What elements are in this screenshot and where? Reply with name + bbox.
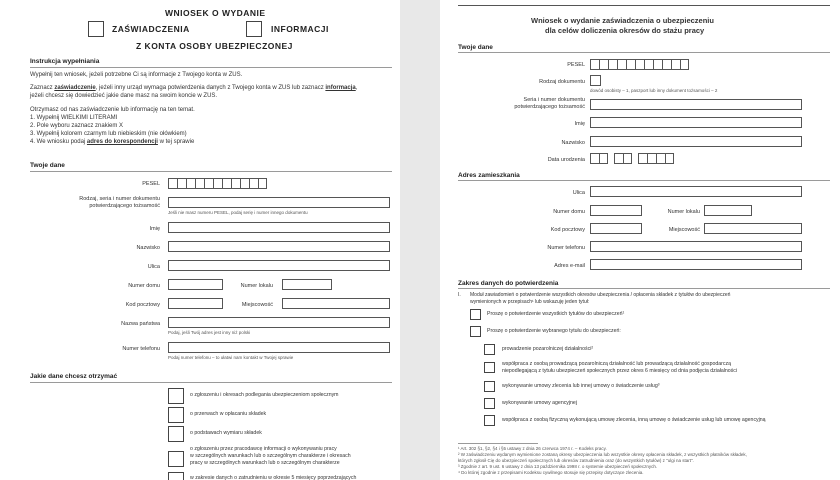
phone-input[interactable] <box>590 241 802 252</box>
option-contribution-breaks: o przerwach w opłacaniu składek <box>190 411 267 417</box>
option-agency-contract: wykonywanie umowy agencyjnej <box>502 400 577 406</box>
email-label: Adres e-mail <box>554 263 585 269</box>
street-input[interactable] <box>168 260 390 271</box>
checkbox-certificate[interactable] <box>88 21 104 37</box>
form-title-line1: WNIOSEK O WYDANIE <box>165 8 266 18</box>
doc-series-label: potwierdzającego tożsamość <box>514 104 585 110</box>
instructions-text: Otrzymasz od nas zaświadczenie lub informację na ten temat. <box>30 107 195 113</box>
house-number-label: Numer domu <box>553 209 585 215</box>
phone-note: Podaj numer telefonu – to ułatwi nam kontakt w Twojej sprawie <box>168 355 294 360</box>
checkbox-cooperation-contractor[interactable] <box>484 415 495 426</box>
last-name-label: Nazwisko <box>561 140 585 146</box>
footnote: ¹ Art. 302 §1, §2, §4 i §5 ustawy z dnia 26 czerwca 1974 r. – Kodeks pracy. <box>458 446 607 451</box>
form-title-line3: Z KONTA OSOBY UBEZPIECZONEJ <box>136 41 293 51</box>
checkbox-information[interactable] <box>246 21 262 37</box>
form-title-line2: dla celów doliczenia okresów do stażu pracy <box>545 26 705 35</box>
option-selected-title: Proszę o potwierdzenie wybranego tytułu do ubezpieczeń: <box>487 328 621 334</box>
birth-date-label: Data urodzenia <box>547 157 585 163</box>
pesel-input[interactable] <box>590 59 689 70</box>
city-label: Miejscowość <box>668 227 700 233</box>
pesel-label: PESEL <box>142 181 160 187</box>
first-name-input[interactable] <box>590 117 802 128</box>
footnote: ³ Zgodnie z art. 9 ust. 6 ustawy z dnia 13 października 1998 r. o systemie ubezpieczeń społecznych. <box>458 464 658 469</box>
city-input[interactable] <box>704 223 802 234</box>
your-data-heading: Twoje dane <box>30 162 65 169</box>
birth-date-year-input[interactable] <box>638 153 674 164</box>
option-employment-data: w zakresie danych o zatrudnieniu w okresie 5 miesięcy poprzedzających <box>190 475 357 480</box>
form-title-line1: Wniosek o wydanie zaświadczenia o ubezpieczeniu <box>531 16 714 25</box>
doc-series-input[interactable] <box>590 99 802 110</box>
street-label: Ulica <box>572 190 585 196</box>
checkbox-service-contract[interactable] <box>484 381 495 392</box>
id-document-label: Rodzaj, seria i numer dokumentu <box>79 196 160 202</box>
footnote-divider <box>458 443 538 444</box>
street-label: Ulica <box>147 264 160 270</box>
last-name-input[interactable] <box>590 136 802 147</box>
instructions-list-item: 3. Wypełnij kolorem czarnym lub niebieskim (nie ołówkiem) <box>30 131 187 137</box>
flat-number-input[interactable] <box>704 205 752 216</box>
option-insurance-periods: o zgłoszeniu i okresach podlegania ubezpieczeniom społecznym <box>190 392 339 398</box>
postal-code-input[interactable] <box>168 298 223 309</box>
flat-number-label: Numer lokalu <box>240 283 273 289</box>
option-special-conditions: w szczególnych warunkach lub o szczególnym charakterze i okresach <box>190 453 351 459</box>
checkbox-business-cooperation[interactable] <box>484 362 495 373</box>
country-label: Nazwa państwa <box>121 321 160 327</box>
doc-type-note: dowód osobisty – 1, paszport lub inny dokument tożsamości – 2 <box>590 88 718 93</box>
id-document-label: potwierdzającego tożsamość <box>89 203 160 209</box>
footnote: ⁴ Do której zgodnie z przepisami Kodeksu cywilnego stosuje się przepisy dotyczące zlecenia. <box>458 470 644 475</box>
first-name-input[interactable] <box>168 222 390 233</box>
option-business-activity: prowadzenie pozarolniczej działalności² <box>502 346 594 352</box>
house-number-input[interactable] <box>590 205 642 216</box>
divider <box>458 52 830 53</box>
option-business-cooperation: niepodlegającą z tytułu ubezpieczeń społecznych przez okres 6 miesięcy od dnia podjęcia działalności <box>502 368 738 374</box>
city-input[interactable] <box>282 298 390 309</box>
instructions-list-item: 4. We wniosku podaj adres do korespondencji w tej sprawie <box>30 139 195 145</box>
option-special-conditions: pracy w szczególnych warunkach lub o szczególnym charakterze <box>190 460 340 466</box>
checkbox-special-conditions[interactable] <box>168 451 184 467</box>
country-note: Podaj, jeśli Twój adres jest inny niż polski <box>168 330 251 335</box>
house-number-input[interactable] <box>168 279 223 290</box>
country-input[interactable] <box>168 317 390 328</box>
last-name-input[interactable] <box>168 241 390 252</box>
checkbox-contribution-bases[interactable] <box>168 426 184 442</box>
your-data-heading: Twoje dane <box>458 44 493 51</box>
instructions-heading: Instrukcja wypełniania <box>30 58 100 65</box>
phone-label: Numer telefonu <box>547 245 585 251</box>
id-document-input[interactable] <box>168 197 390 208</box>
instructions-text: jeżeli chcesz się dowiedzieć jakie dane masz na swoim koncie w ZUS. <box>30 93 218 99</box>
first-name-label: Imię <box>574 121 585 127</box>
what-data-heading: Jakie dane chcesz otrzymać <box>30 373 118 380</box>
divider <box>458 180 830 181</box>
scope-intro-number: I. <box>458 292 461 298</box>
instructions-list-item: 2. Pole wyboru zaznacz znakiem X <box>30 123 124 129</box>
last-name-label: Nazwisko <box>136 245 160 251</box>
divider <box>458 288 830 289</box>
flat-number-input[interactable] <box>282 279 332 290</box>
footnote: których zgłosił Cię do ubezpieczeń społecznych lub okresów zatrudnienia oraz (do wszystkich tytułów) z "ulgi na start". <box>458 458 694 463</box>
house-number-label: Numer domu <box>128 283 160 289</box>
doc-type-label: Rodzaj dokumentu <box>539 79 585 85</box>
doc-type-input[interactable] <box>590 75 601 86</box>
divider <box>30 382 392 383</box>
footnote: ² W zaświadczeniu wydanym wymienione zostaną okresy ubezpieczenia lub wszystkie okresy opłacenia składek, z wszystkich płatników składek, <box>458 452 747 457</box>
scope-intro-text: Moduł zawiadomień o potwierdzenie wszystkich okresów ubezpieczenia / opłacenia składek z tytułów do ubezpieczeń <box>470 292 731 298</box>
checkbox-selected-title[interactable] <box>470 326 481 337</box>
checkbox-agency-contract[interactable] <box>484 398 495 409</box>
option-contribution-bases: o podstawach wymiaru składek <box>190 430 262 436</box>
checkbox-all-titles[interactable] <box>470 309 481 320</box>
instructions-list-item: 1. Wypełnij WIELKIMI LITERAMI <box>30 115 118 121</box>
birth-date-day-input[interactable] <box>590 153 608 164</box>
instructions-text: Wypełnij ten wniosek, jeżeli potrzebne Ci są informacje z Twojego konta w ZUS. <box>30 72 243 78</box>
postal-code-input[interactable] <box>590 223 642 234</box>
option-cooperation-contractor: współpraca z osobą fizyczną wykonującą umowę zlecenia, inną umowę o świadczenie usług lub umowę agencyjną <box>502 417 766 423</box>
email-input[interactable] <box>590 259 802 270</box>
phone-label: Numer telefonu <box>122 346 160 352</box>
pesel-label: PESEL <box>567 62 585 68</box>
top-border <box>458 5 830 6</box>
right-form-page <box>440 0 840 480</box>
city-label: Miejscowość <box>241 302 273 308</box>
option-all-titles: Proszę o potwierdzenie wszystkich tytułów do ubezpieczeń¹ <box>487 311 625 317</box>
option-business-cooperation: współpraca z osobą prowadzącą pozarolniczą działalność lub prowadzącą działalność gospodarczą <box>502 361 731 367</box>
doc-series-label: Seria i numer dokumentu <box>523 97 585 103</box>
left-form-page <box>0 0 400 480</box>
first-name-label: Imię <box>149 226 160 232</box>
postal-code-label: Kod pocztowy <box>125 302 160 308</box>
address-heading: Adres zamieszkania <box>458 172 520 179</box>
checkbox-business-activity[interactable] <box>484 344 495 355</box>
checkbox-insurance-periods[interactable] <box>168 388 184 404</box>
divider <box>30 67 392 68</box>
scope-heading: Zakres danych do potwierdzenia <box>458 280 559 287</box>
street-input[interactable] <box>590 186 802 197</box>
phone-input[interactable] <box>168 342 390 353</box>
option-service-contract: wykonywanie umowy zlecenia lub innej umowy o świadczenie usług³ <box>502 383 660 389</box>
option-information-label: INFORMACJI <box>271 24 329 34</box>
pesel-input[interactable] <box>168 178 267 189</box>
divider <box>30 171 392 172</box>
postal-code-label: Kod pocztowy <box>550 227 585 233</box>
checkbox-contribution-breaks[interactable] <box>168 407 184 423</box>
scope-intro-text: wymienionych w przepisach¹ lub wskazuję jeden tytuł: <box>470 299 590 305</box>
instructions-text: Zaznacz zaświadczenie, jeżeli inny urząd wymaga potwierdzenia danych z Twojego konta w ZUS lub zaznacz informacja, <box>30 85 358 91</box>
birth-date-month-input[interactable] <box>614 153 632 164</box>
flat-number-label: Numer lokalu <box>667 209 700 215</box>
option-special-conditions: o zgłoszeniu przez pracodawcę informacji o wykonywaniu pracy <box>190 446 337 452</box>
option-certificate-label: ZAŚWIADCZENIA <box>112 24 190 34</box>
checkbox-employment-data[interactable] <box>168 472 184 480</box>
id-document-note: Jeśli nie masz numeru PESEL, podaj serię i numer innego dokumentu <box>168 210 308 215</box>
